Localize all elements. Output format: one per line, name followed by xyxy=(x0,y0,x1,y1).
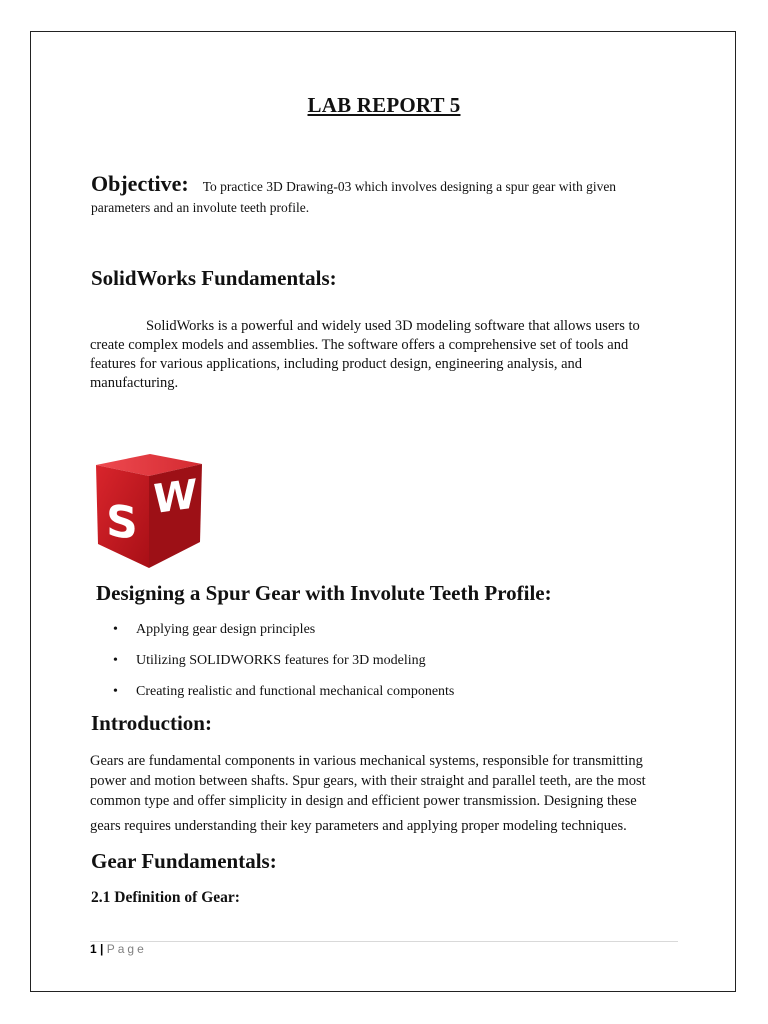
bullet-text: Utilizing SOLIDWORKS features for 3D modeling xyxy=(136,653,426,668)
gear-fundamentals-heading: Gear Fundamentals: xyxy=(91,849,277,873)
list-item xyxy=(113,680,673,711)
objective-text-line-1: To practice 3D Drawing-03 which involves designing a spur gear with given xyxy=(202,179,617,194)
footer-separator: | xyxy=(100,942,104,956)
introduction-heading: Introduction: xyxy=(91,711,212,735)
list-item xyxy=(113,618,673,649)
spur-gear-bullet-list xyxy=(113,618,673,711)
objective-label: Objective: xyxy=(91,171,189,196)
objective-text-line-2: parameters and an involute teeth profile. xyxy=(91,200,310,215)
svg-text:W: W xyxy=(152,471,198,524)
svg-text:S: S xyxy=(106,495,138,550)
report-title: LAB REPORT 5 xyxy=(307,93,461,117)
introduction-paragraph: Gears are fundamental components in various mechanical systems, responsible for transmitting power and motion between shafts. Spur gears, with their straight and parallel teeth, are the most common type and offer simplicity in design and efficient power transmission. Designing these xyxy=(90,753,646,809)
solidworks-paragraph: SolidWorks is a powerful and widely used 3D modeling software that allows users to create complex models and assemblies. The software offers a comprehensive set of tools and features for various applications, including product design, engineering analysis, and manufacturing. xyxy=(90,318,640,391)
solidworks-logo-icon xyxy=(92,452,206,570)
solidworks-logo xyxy=(92,452,206,570)
bullet-text: Applying gear design principles xyxy=(136,622,316,637)
page-number: 1 xyxy=(90,942,97,956)
footer-divider xyxy=(90,941,678,942)
bullet-icon: • xyxy=(113,622,118,637)
page-label: Page xyxy=(106,942,147,956)
definition-of-gear-subheading: 2.1 Definition of Gear: xyxy=(91,889,240,906)
objective-section xyxy=(91,171,616,197)
solidworks-heading: SolidWorks Fundamentals: xyxy=(91,266,337,290)
list-item xyxy=(113,649,673,680)
spur-gear-heading: Designing a Spur Gear with Involute Teeth Profile: xyxy=(96,581,552,605)
bullet-icon: • xyxy=(113,684,118,699)
bullet-icon: • xyxy=(113,653,118,668)
bullet-text: Creating realistic and functional mechanical components xyxy=(136,684,455,699)
page-footer xyxy=(90,942,147,956)
introduction-paragraph-last-line: gears requires understanding their key parameters and applying proper modeling techniques. xyxy=(90,818,627,834)
